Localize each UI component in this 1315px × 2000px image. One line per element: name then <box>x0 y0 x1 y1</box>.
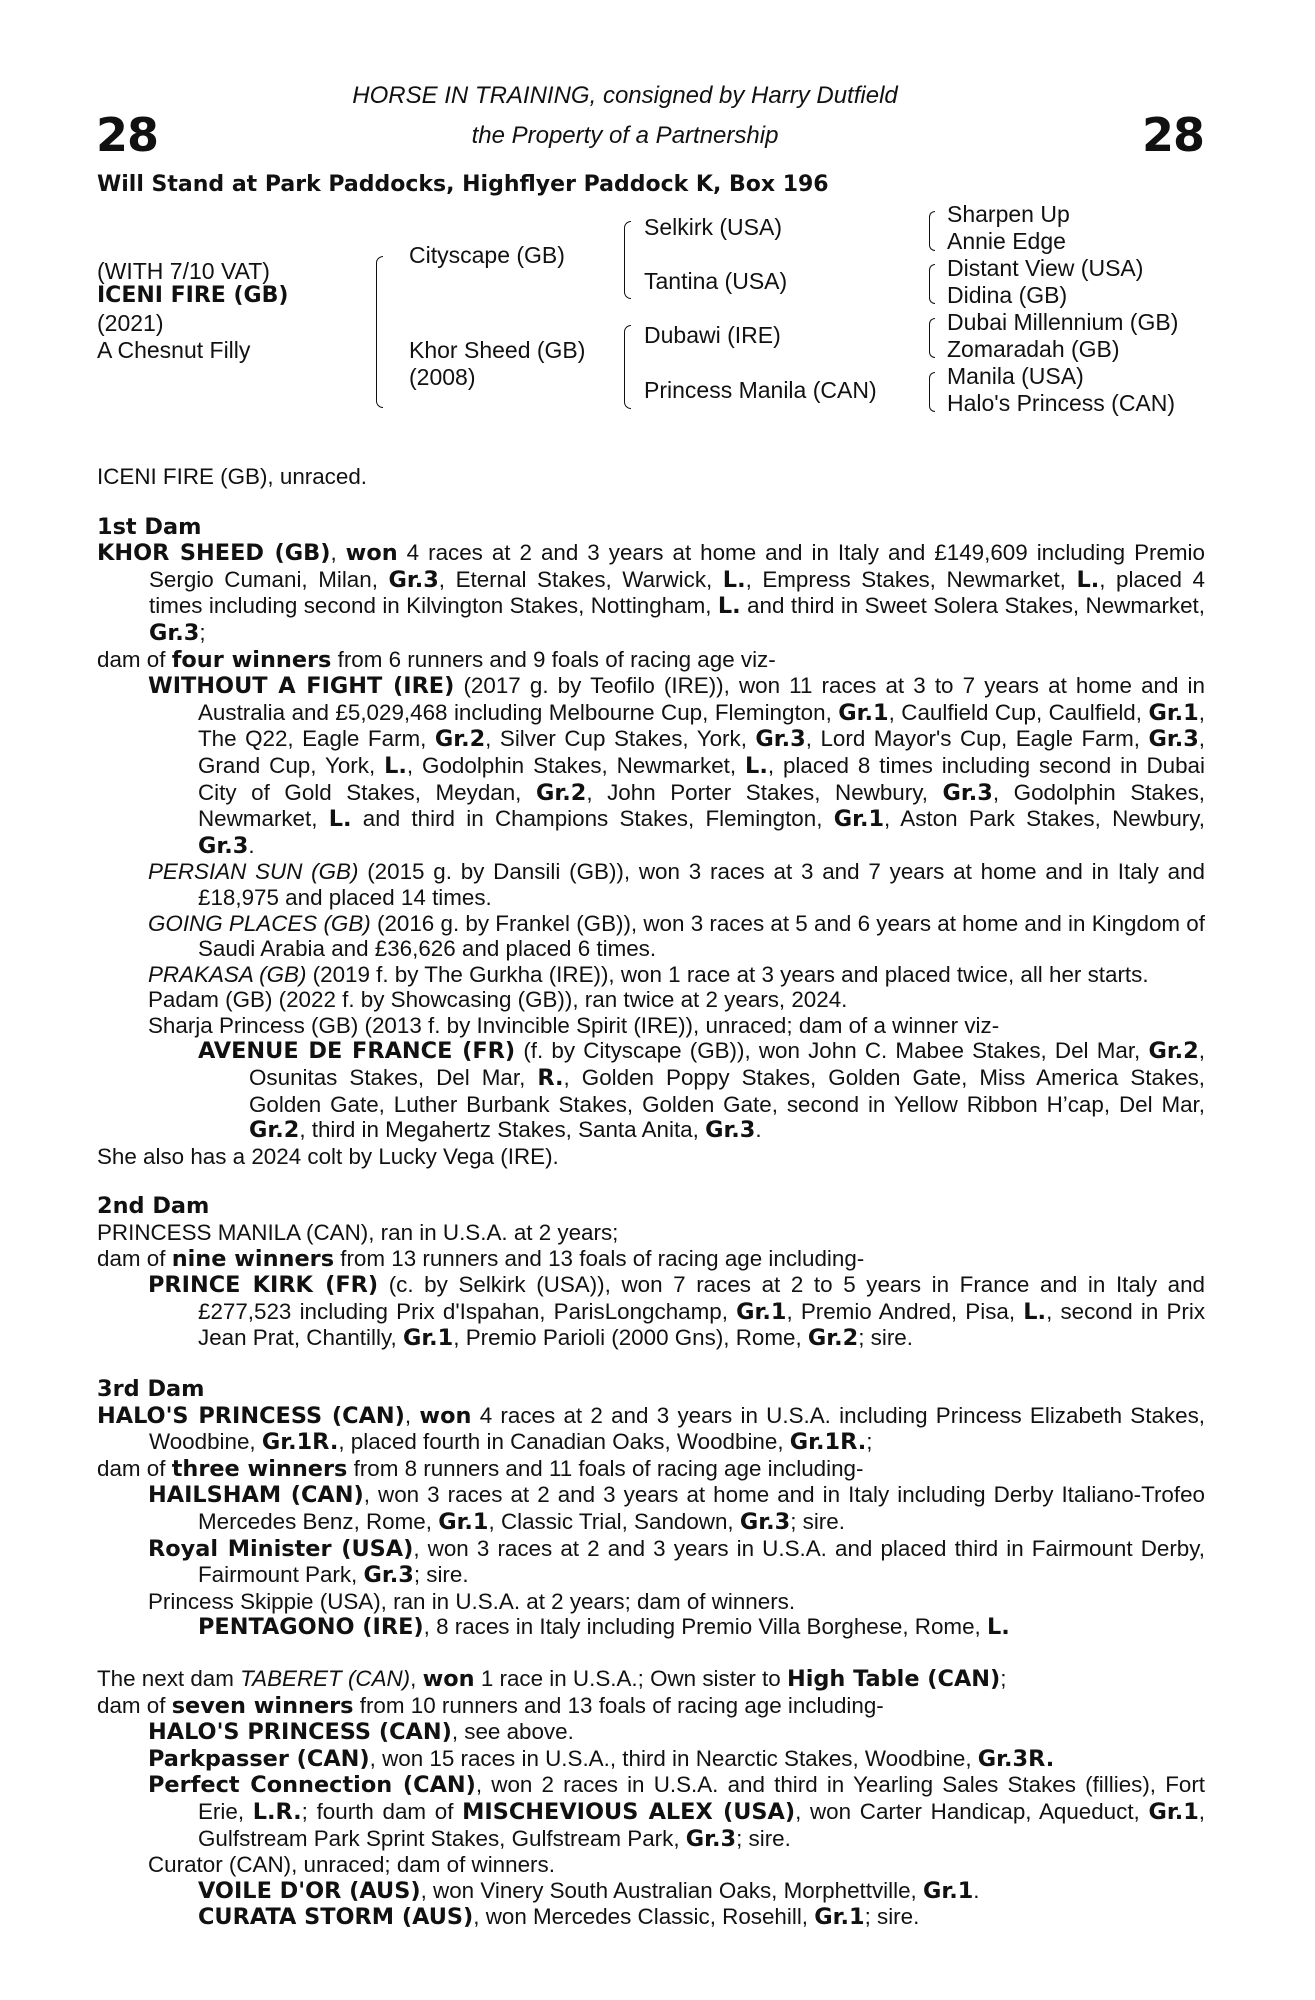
dam-dam: Princess Manila (CAN) <box>644 377 877 403</box>
horse-name: Royal Minister (USA) <box>148 1535 414 1562</box>
consignor-line: HORSE IN TRAINING, consigned by Harry Dutfield <box>352 82 898 109</box>
grand-produce-entry: AVENUE DE FRANCE (FR) (f. by Cityscape (GB)), won John C. Mabee Stakes, Del Mar, Gr.2, Osunitas Stakes, Del Mar, R., Golden Poppy Stakes, Golden Gate, Miss America Stakes, Golden Gate, Luther Burbank Stakes, Golden Gate, second in Yellow Ribbon H’cap, Del Mar, Gr.2, third in Megahertz Stakes, Santa Anita, Gr.3. <box>198 1038 1205 1144</box>
section-heading: 1st Dam <box>97 513 202 540</box>
horse-name: Parkpasser (CAN) <box>148 1745 370 1772</box>
brace-g4 <box>929 372 935 412</box>
foal-note: She also has a 2024 colt by Lucky Vega (IRE). <box>97 1143 559 1169</box>
next-dam-section <box>97 1666 1205 1931</box>
great-grandparent-8: Halo's Princess (CAN) <box>947 390 1176 416</box>
dam-name: Khor Sheed (GB) <box>409 337 586 363</box>
dam-sire: Dubawi (IRE) <box>644 322 781 348</box>
horse-name: VOILE D'OR (AUS) <box>198 1877 421 1904</box>
lot-number-left: 28 <box>96 108 159 162</box>
produce-summary: dam of nine winners from 13 runners and 13 foals of racing age including- <box>97 1245 865 1272</box>
produce-entry: Perfect Connection (CAN), won 2 races in U.S.A. and third in Yearling Sales Stakes (fillies), Fort Erie, L.R.; fourth dam of MISCHEVIOUS ALEX (USA), won Carter Handicap, Aqueduct, Gr.1, Gulfstream Park Sprint Stakes, Gulfstream Park, Gr.3; sire. <box>148 1772 1206 1852</box>
dam-name: KHOR SHEED (GB) <box>97 540 331 567</box>
dam-record: KHOR SHEED (GB), won 4 races at 2 and 3 years at home and in Italy and £149,609 including Premio Sergio Cumani, Milan, Gr.3, Eternal Stakes, Warwick, L., Empress Stakes, Newmarket, L., placed 4 times including second in Kilvington Stakes, Nottingham, L. and third in Sweet Solera Stakes, Newmarket, Gr.3; <box>97 540 1205 646</box>
horse-vat: (WITH 7/10 VAT) <box>97 258 270 284</box>
brace-sire <box>624 221 631 299</box>
horse-name: ICENI FIRE (GB) <box>97 283 289 308</box>
first-dam-section <box>97 515 1205 1170</box>
produce-entry: PERSIAN SUN (GB) (2015 g. by Dansili (GB)), won 3 races at 3 and 7 years at home and in Italy and £18,975 and placed 14 times. <box>148 859 1205 910</box>
second-dam-section <box>97 1194 1205 1352</box>
brace-generation1 <box>376 256 383 408</box>
stand-location: Will Stand at Park Paddocks, Highflyer Paddock K, Box 196 <box>97 172 829 197</box>
section-heading: 3rd Dam <box>97 1376 205 1402</box>
horse-year: (2021) <box>97 310 164 336</box>
dam-record: PRINCESS MANILA (CAN), ran in U.S.A. at 2 years; <box>97 1220 619 1246</box>
brace-g2 <box>929 264 935 304</box>
produce-entry: GOING PLACES (GB) (2016 g. by Frankel (GB)), won 3 races at 5 and 6 years at home and in Kingdom of Saudi Arabia and £36,626 and placed 6 times. <box>148 910 1205 962</box>
produce-entry: Princess Skippie (USA), ran in U.S.A. at 2 years; dam of winners. <box>148 1588 796 1614</box>
great-grandparent-1: Sharpen Up <box>947 201 1070 227</box>
great-grandparent-4: Didina (GB) <box>947 282 1068 308</box>
grand-produce-entry: PENTAGONO (IRE), 8 races in Italy including Premio Villa Borghese, Rome, L. <box>198 1614 1010 1641</box>
produce-entry: Parkpasser (CAN), won 15 races in U.S.A., third in Nearctic Stakes, Woodbine, Gr.3R. <box>148 1745 1055 1772</box>
produce-summary: dam of seven winners from 10 runners and 13 foals of racing age including- <box>97 1692 884 1719</box>
horse-name: CURATA STORM (AUS) <box>198 1904 474 1931</box>
dam-name: TABERET (CAN) <box>240 1665 411 1691</box>
third-dam-section <box>97 1377 1205 1641</box>
produce-entry: Curator (CAN), unraced; dam of winners. <box>148 1852 555 1878</box>
great-grandparent-3: Distant View (USA) <box>947 255 1144 281</box>
horse-name: HAILSHAM (CAN) <box>148 1482 364 1509</box>
sire-name: Cityscape (GB) <box>409 242 565 268</box>
sire-sire: Selkirk (USA) <box>644 214 783 240</box>
great-grandparent-6: Zomaradah (GB) <box>947 336 1120 362</box>
dam-record: HALO'S PRINCESS (CAN), won 4 races at 2 and 3 years in U.S.A. including Princess Elizabeth Stakes, Woodbine, Gr.1R., placed fourth in Canadian Oaks, Woodbine, Gr.1R.; <box>97 1402 1205 1456</box>
dam-year: (2008) <box>409 364 476 390</box>
produce-summary: dam of four winners from 6 runners and 9 foals of racing age viz- <box>97 646 776 673</box>
horse-name: HALO'S PRINCESS (CAN) <box>148 1719 452 1746</box>
grand-produce-entry: CURATA STORM (AUS), won Mercedes Classic, Rosehill, Gr.1; sire. <box>198 1904 920 1931</box>
produce-entry: Royal Minister (USA), won 3 races at 2 and 3 years in U.S.A. and placed third in Fairmount Derby, Fairmount Park, Gr.3; sire. <box>148 1535 1206 1589</box>
catalogue-body <box>97 464 1205 1931</box>
horse-name: PRAKASA (GB) <box>148 961 307 987</box>
grand-produce-entry: VOILE D'OR (AUS), won Vinery South Australian Oaks, Morphettville, Gr.1. <box>198 1877 980 1904</box>
lot-number-right: 28 <box>1141 108 1204 162</box>
horse-name: Perfect Connection (CAN) <box>148 1772 476 1799</box>
produce-entry: Sharja Princess (GB) (2013 f. by Invincible Spirit (IRE)), unraced; dam of a winner viz- <box>148 1012 1000 1038</box>
great-grandparent-5: Dubai Millennium (GB) <box>947 309 1179 335</box>
produce-summary: dam of three winners from 8 runners and 11 foals of racing age including- <box>97 1455 864 1482</box>
dam-record: The next dam TABERET (CAN), won 1 race in U.S.A.; Own sister to High Table (CAN); <box>97 1665 1007 1692</box>
great-grandparent-2: Annie Edge <box>947 228 1066 254</box>
produce-entry: WITHOUT A FIGHT (IRE) (2017 g. by Teofilo (IRE)), won 11 races at 3 to 7 years at home and in Australia and £5,029,468 including Melbourne Cup, Flemington, Gr.1, Caulfield Cup, Caulfield, Gr.1, The Q22, Eagle Farm, Gr.2, Silver Cup Stakes, York, Gr.3, Lord Mayor's Cup, Eagle Farm, Gr.3, Grand Cup, York, L., Godolphin Stakes, Newmarket, L., placed 8 times including second in Dubai City of Gold Stakes, Meydan, Gr.2, John Porter Stakes, Newbury, Gr.3, Godolphin Stakes, Newmarket, L. and third in Champions Stakes, Flemington, Gr.1, Aston Park Stakes, Newbury, Gr.3. <box>148 673 1206 859</box>
horse-name: PRINCE KIRK (FR) <box>148 1272 379 1299</box>
property-line: the Property of a Partnership <box>471 122 779 149</box>
sire-dam: Tantina (USA) <box>644 268 788 294</box>
dam-name: HALO'S PRINCESS (CAN) <box>97 1402 405 1429</box>
won-label: won <box>345 540 398 567</box>
brace-g3 <box>929 318 935 358</box>
section-heading: 2nd Dam <box>97 1193 210 1220</box>
won-label: won <box>419 1402 472 1429</box>
produce-entry: HAILSHAM (CAN), won 3 races at 2 and 3 years at home and in Italy including Derby Italiano-Trofeo Mercedes Benz, Rome, Gr.1, Classic Trial, Sandown, Gr.3; sire. <box>148 1482 1206 1535</box>
horse-name: GOING PLACES (GB) <box>148 910 371 936</box>
produce-entry: PRINCE KIRK (FR) (c. by Selkirk (USA)), won 7 races at 2 to 5 years in France and in Italy and £277,523 including Prix d'Ispahan, ParisLongchamp, Gr.1, Premio Andred, Pisa, L., second in Prix Jean Prat, Chantilly, Gr.1, Premio Parioli (2000 Gns), Rome, Gr.2; sire. <box>148 1272 1206 1352</box>
brace-g1 <box>929 211 935 251</box>
horse-description: A Chesnut Filly <box>97 337 251 363</box>
brace-dam <box>624 325 631 409</box>
horse-name: PENTAGONO (IRE) <box>198 1614 424 1641</box>
horse-name: PERSIAN SUN (GB) <box>148 859 359 885</box>
great-grandparent-7: Manila (USA) <box>947 363 1084 389</box>
produce-entry: Padam (GB) (2022 f. by Showcasing (GB)), ran twice at 2 years, 2024. <box>148 987 848 1013</box>
produce-entry: PRAKASA (GB) (2019 f. by The Gurkha (IRE)), won 1 race at 3 years and placed twice, all her starts. <box>148 961 1149 987</box>
horse-name: WITHOUT A FIGHT (IRE) <box>148 673 455 700</box>
produce-entry: HALO'S PRINCESS (CAN), see above. <box>148 1719 574 1746</box>
horse-name: AVENUE DE FRANCE (FR) <box>198 1038 516 1065</box>
unraced-note: ICENI FIRE (GB), unraced. <box>97 464 367 489</box>
